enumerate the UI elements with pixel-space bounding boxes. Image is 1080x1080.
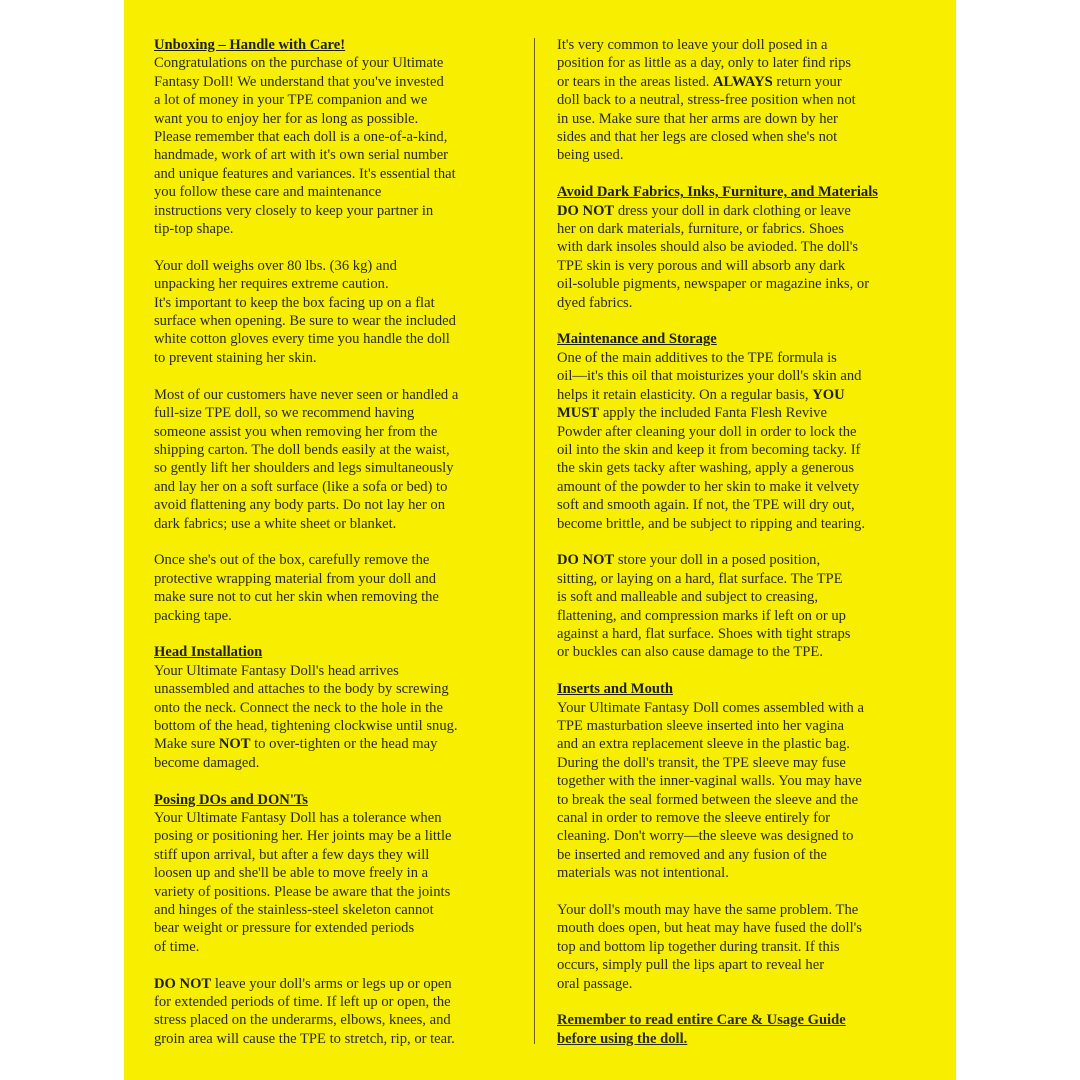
text-line: her on dark materials, furniture, or fabrics. Shoes <box>557 221 844 238</box>
text-run: or tears in the areas listed. <box>557 73 714 90</box>
text-line: Your doll's mouth may have the same problem. The <box>557 902 859 919</box>
text-line: unassembled and attaches to the body by screwing <box>154 681 449 698</box>
text-line: doll back to a neutral, stress-free position when not <box>557 92 856 109</box>
text-line: become brittle, and be subject to ripping and tearing. <box>557 515 865 532</box>
text-line: bottom of the head, tightening clockwise until snug. <box>154 717 458 734</box>
text-line: dark fabrics; use a white sheet or blanket. <box>154 515 397 532</box>
emphasis-must: MUST <box>557 405 600 422</box>
text-line: a lot of money in your TPE companion and we <box>154 92 428 109</box>
text-line: instructions very closely to keep your partner in <box>154 202 434 219</box>
posing-heading: Posing DOs and DON'Ts <box>154 791 308 808</box>
emphasis-not: NOT <box>218 736 251 753</box>
text-line <box>557 202 929 220</box>
text-line: It's important to keep the box facing up on a flat <box>154 294 435 311</box>
text-run: helps it retain elasticity. On a regular basis, <box>557 386 813 403</box>
text-run: Make sure <box>154 736 219 753</box>
text-line: One of the main additives to the TPE formula is <box>557 349 837 366</box>
text-line: soft and smooth again. If not, the TPE will dry out, <box>557 497 855 514</box>
text-line: groin area will cause the TPE to stretch, rip, or tear. <box>154 1030 455 1047</box>
posing-continued-section <box>557 36 929 165</box>
text-line: surface when opening. Be sure to wear the included <box>154 313 456 330</box>
text-line: white cotton gloves every time you handle the doll <box>154 331 450 348</box>
text-line: position for as little as a day, only to later find rips <box>557 55 852 72</box>
text-line: TPE masturbation sleeve inserted into her vagina <box>557 717 844 734</box>
text-line: packing tape. <box>154 607 232 624</box>
unboxing-paragraph-4 <box>154 551 520 625</box>
text-line: someone assist you when removing her from the <box>154 423 438 440</box>
text-line: shipping carton. The doll bends easily at the waist, <box>154 441 450 458</box>
text-line: and lay her on a soft surface (like a sofa or bed) to <box>154 478 448 495</box>
posing-section <box>154 791 520 1049</box>
text-line: posing or positioning her. Her joints may be a little <box>154 828 452 845</box>
text-line: oil—it's this oil that moisturizes your doll's skin and <box>557 368 862 385</box>
text-line: is soft and malleable and subject to creasing, <box>557 589 818 606</box>
text-line: loosen up and she'll be able to move freely in a <box>154 865 429 882</box>
maintenance-paragraph-2 <box>557 551 929 661</box>
text-line <box>557 386 929 404</box>
text-line: Please remember that each doll is a one-of-a-kind, <box>154 129 448 146</box>
text-line: full-size TPE doll, so we recommend having <box>154 405 415 422</box>
unboxing-paragraph-1 <box>154 54 520 238</box>
text-line: onto the neck. Connect the neck to the hole in the <box>154 699 443 716</box>
text-line: and an extra replacement sleeve in the plastic bag. <box>557 736 850 753</box>
text-line: the skin gets tacky after washing, apply a generous <box>557 460 855 477</box>
text-line: amount of the powder to her skin to make it velvety <box>557 478 860 495</box>
text-line: to prevent staining her skin. <box>154 349 317 366</box>
text-line: Powder after cleaning your doll in order to lock the <box>557 423 857 440</box>
text-run: apply the included Fanta Flesh Revive <box>599 405 827 422</box>
text-line <box>154 735 520 753</box>
left-column <box>154 36 520 1048</box>
unboxing-paragraph-2 <box>154 257 520 367</box>
posing-paragraph-2 <box>154 975 520 1049</box>
text-line: handmade, work of art with it's own serial number <box>154 147 449 164</box>
text-line: protective wrapping material from your doll and <box>154 570 437 587</box>
text-line: being used. <box>557 147 624 164</box>
column-divider <box>534 38 535 1044</box>
text-line: make sure not to cut her skin when removing the <box>154 589 439 606</box>
inserts-paragraph-1 <box>557 699 929 883</box>
text-line: dyed fabrics. <box>557 294 633 311</box>
care-sheet <box>124 0 956 1080</box>
text-run: store your doll in a posed position, <box>614 552 821 569</box>
text-line: oil-soluble pigments, newspaper or magazine inks, or <box>557 276 870 293</box>
posing-paragraph-1 <box>154 809 520 956</box>
text-line: you follow these care and maintenance <box>154 184 382 201</box>
text-line: in use. Make sure that her arms are down by her <box>557 110 838 127</box>
text-line: and unique features and variances. It's essential that <box>154 165 456 182</box>
text-run: dress your doll in dark clothing or leave <box>614 202 851 219</box>
text-line: Congratulations on the purchase of your Ultimate <box>154 55 444 72</box>
unboxing-section <box>154 36 520 625</box>
emphasis-do-not: DO NOT <box>557 552 615 569</box>
text-line: avoid flattening any body parts. Do not lay her on <box>154 497 445 514</box>
text-line: oral passage. <box>557 975 633 992</box>
text-line: be inserted and removed and any fusion of the <box>557 846 827 863</box>
maintenance-section <box>557 330 929 661</box>
text-line: Your doll weighs over 80 lbs. (36 kg) and <box>154 257 397 274</box>
maintenance-heading: Maintenance and Storage <box>557 331 717 348</box>
text-line: Once she's out of the box, carefully remove the <box>154 552 430 569</box>
reminder-section <box>557 1011 929 1048</box>
dark-materials-paragraph <box>557 202 929 312</box>
text-line: occurs, simply pull the lips apart to reveal her <box>557 957 825 974</box>
text-line: Most of our customers have never seen or handled a <box>154 386 459 403</box>
unboxing-paragraph-3 <box>154 386 520 533</box>
text-line: mouth does open, but heat may have fused the doll's <box>557 920 862 937</box>
text-line: TPE skin is very porous and will absorb any dark <box>557 257 846 274</box>
maintenance-paragraph-1 <box>557 349 929 533</box>
emphasis-you: YOU <box>812 386 845 403</box>
dark-materials-section <box>557 183 929 312</box>
text-line: against a hard, flat surface. Shoes with tight straps <box>557 625 851 642</box>
inserts-heading: Inserts and Mouth <box>557 681 673 698</box>
text-line: stress placed on the underarms, elbows, knees, and <box>154 1012 451 1029</box>
text-line: together with the inner-vaginal walls. You may have <box>557 773 862 790</box>
text-line: tip-top shape. <box>154 221 234 238</box>
text-line: canal in order to remove the sleeve entirely for <box>557 810 831 826</box>
reminder-line: Remember to read entire Care & Usage Guide <box>557 1012 846 1029</box>
text-line: for extended periods of time. If left up or open, the <box>154 994 451 1011</box>
text-line: want you to enjoy her for as long as possible. <box>154 110 419 127</box>
text-line: unpacking her requires extreme caution. <box>154 276 389 293</box>
text-line: top and bottom lip together during transit. If this <box>557 938 840 955</box>
text-run: return your <box>772 73 842 90</box>
text-line: or buckles can also cause damage to the TPE. <box>557 644 823 661</box>
unboxing-heading: Unboxing – Handle with Care! <box>154 37 346 53</box>
text-line: become damaged. <box>154 754 260 771</box>
emphasis-always: ALWAYS <box>713 73 773 90</box>
emphasis-do-not: DO NOT <box>557 202 615 219</box>
text-line: and hinges of the stainless-steel skeleton cannot <box>154 902 434 919</box>
text-line: bear weight or pressure for extended periods <box>154 920 415 937</box>
text-line: so gently lift her shoulders and legs simultaneously <box>154 460 454 477</box>
text-line: flattening, and compression marks if left on or up <box>557 607 846 624</box>
text-line: stiff upon arrival, but after a few days they will <box>154 846 430 863</box>
text-line <box>557 551 929 569</box>
text-line: oil into the skin and keep it from becoming tacky. If <box>557 441 861 458</box>
text-line <box>557 73 929 91</box>
text-line: During the doll's transit, the TPE sleeve may fuse <box>557 754 846 771</box>
dark-materials-heading: Avoid Dark Fabrics, Inks, Furniture, and Materials <box>557 184 878 201</box>
text-line <box>557 404 929 422</box>
text-run: to over-tighten or the head may <box>250 736 438 753</box>
text-line: to break the seal formed between the sleeve and the <box>557 791 859 808</box>
text-line: with dark insoles should also be avioded. The doll's <box>557 239 859 256</box>
posing-continued-paragraph <box>557 36 929 165</box>
head-installation-heading: Head Installation <box>154 644 263 661</box>
head-installation-section <box>154 643 520 772</box>
inserts-paragraph-2 <box>557 901 929 993</box>
text-line <box>154 975 520 993</box>
text-line: Your Ultimate Fantasy Doll has a tolerance when <box>154 809 442 826</box>
text-line: variety of positions. Please be aware that the joints <box>154 883 451 900</box>
text-line: materials was not intentional. <box>557 865 729 882</box>
emphasis-do-not: DO NOT <box>154 975 212 992</box>
text-line: of time. <box>154 938 200 955</box>
text-line: Your Ultimate Fantasy Doll comes assembled with a <box>557 699 864 716</box>
text-run: leave your doll's arms or legs up or open <box>211 975 452 992</box>
reminder-line: before using the doll. <box>557 1030 688 1047</box>
text-line: cleaning. Don't worry—the sleeve was designed to <box>557 828 854 845</box>
text-line: Your Ultimate Fantasy Doll's head arrives <box>154 662 399 679</box>
head-installation-paragraph <box>154 662 520 772</box>
right-column <box>557 36 929 1048</box>
text-line: It's very common to leave your doll posed in a <box>557 37 828 53</box>
text-line: Fantasy Doll! We understand that you've invested <box>154 73 444 90</box>
text-line: sides and that her legs are closed when she's not <box>557 129 838 146</box>
text-line: sitting, or laying on a hard, flat surface. The TPE <box>557 570 843 587</box>
inserts-section <box>557 680 929 993</box>
